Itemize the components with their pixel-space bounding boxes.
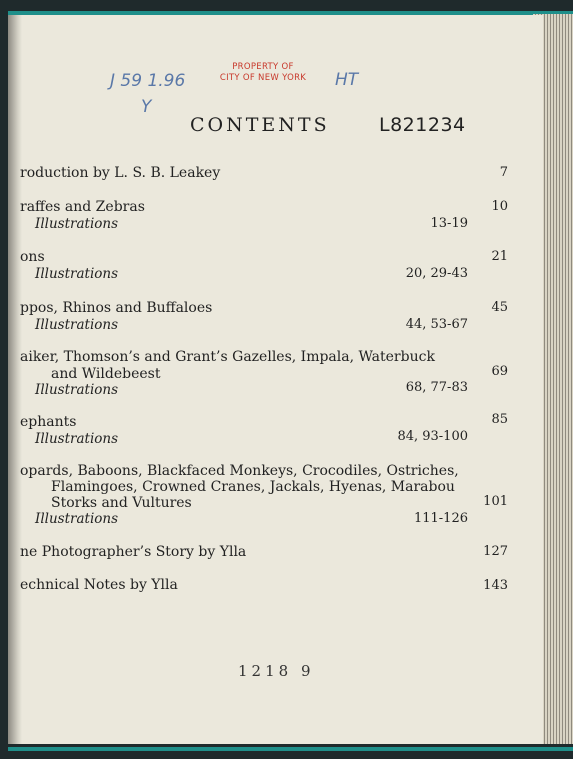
entry-page-number: 7 [499,165,508,180]
entry-title: roduction by L. S. B. Leakey [20,165,221,181]
entry-title: ne Photographer’s Story by Ylla [20,544,247,560]
entry-title: aiker, Thomson’s and Grant’s Gazelles, Impala, Waterbuck [20,349,435,365]
entry-illustrations-pages: 13-19 [430,216,468,231]
handwritten-mark: Y [141,97,152,117]
stamp-line-1: PROPERTY OF [232,62,294,72]
entry-illustrations-pages: 68, 77-83 [405,380,468,395]
entry-illustrations-pages: 111-126 [413,511,468,526]
entry-illustrations-label: Illustrations [35,317,119,333]
entry-title: raffes and Zebras [20,199,145,215]
entry-title: opards, Baboons, Blackfaced Monkeys, Crocodiles, Ostriches, [20,463,459,479]
entry-illustrations-label: Illustrations [35,216,119,232]
entry-page-number: 10 [491,199,508,214]
entry-page-number: 21 [491,249,508,264]
entry-illustrations-pages: 20, 29-43 [405,266,468,281]
binding-gutter [8,15,22,744]
entry-title-continued: and Wildebeest [51,366,161,382]
entry-title-continued: Flamingoes, Crowned Cranes, Jackals, Hyenas, Marabou [51,479,455,495]
book-page [8,15,543,744]
entry-title: ons [20,249,45,265]
entry-illustrations-pages: 84, 93-100 [397,429,468,444]
library-stamp [213,62,313,84]
footer-number: 1218 9 [238,662,315,680]
page-title: CONTENTS [190,114,330,136]
entry-title: ppos, Rhinos and Buffaloes [20,300,213,316]
entry-page-number: 45 [491,300,508,315]
entry-page-number: 101 [483,494,508,509]
entry-illustrations-label: Illustrations [35,266,119,282]
cover-edge-bottom [8,747,573,751]
entry-title: echnical Notes by Ylla [20,577,178,593]
entry-illustrations-pages: 44, 53-67 [405,317,468,332]
entry-page-number: 127 [483,544,508,559]
handwritten-initials: HT [335,70,359,90]
handwritten-call-number: J 59 1.96 [110,71,186,91]
entry-title-continued: Storks and Vultures [51,495,192,511]
entry-illustrations-label: Illustrations [35,511,119,527]
entry-illustrations-label: Illustrations [35,382,119,398]
entry-title: ephants [20,414,77,430]
entry-page-number: 69 [491,364,508,379]
accession-number: L821234 [379,114,466,136]
entry-illustrations-label: Illustrations [35,431,119,447]
entry-page-number: 143 [483,578,508,593]
stamp-line-2: CITY OF NEW YORK [219,73,307,83]
entry-page-number: 85 [491,412,508,427]
